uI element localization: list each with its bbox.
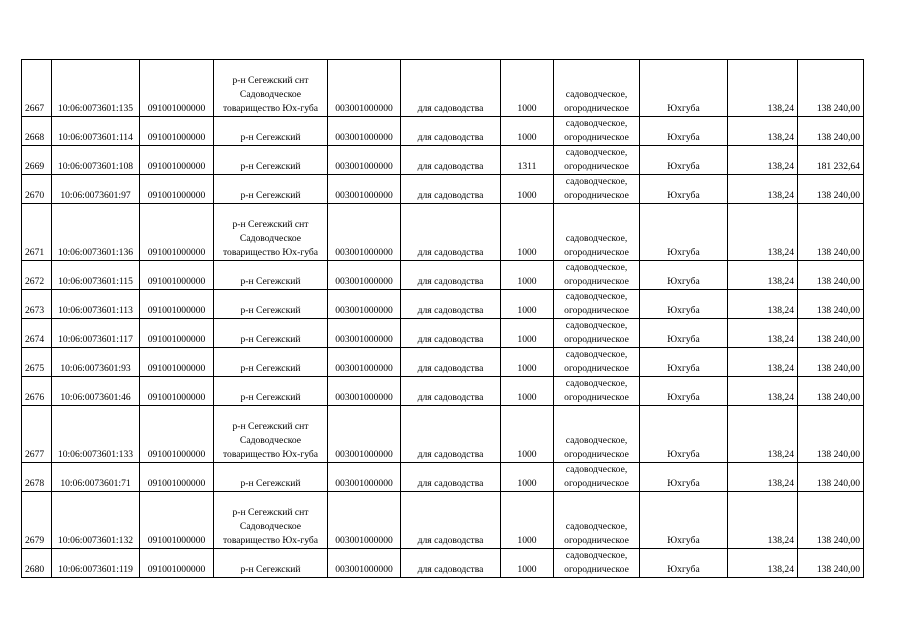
cell-permitted-use: для садоводства [401,117,501,146]
cell-locality: Юхгуба [640,549,728,578]
land-category-line: огородническое [564,334,629,345]
cell-group-code: 003001000000 [328,463,401,492]
table-row [22,377,864,406]
cell-group-code: 003001000000 [328,492,401,549]
cell-address [214,146,328,175]
cell-cadastral-value: 138 240,00 [798,175,864,204]
cell-group-code: 003001000000 [328,406,401,463]
cell-area: 1000 [501,492,554,549]
cell-locality: Юхгуба [640,175,728,204]
cell-permitted-use: для садоводства [401,60,501,117]
cell-specific-value: 138,24 [728,319,798,348]
cell-specific-value: 138,24 [728,406,798,463]
cell-area: 1000 [501,348,554,377]
cell-address [214,261,328,290]
cell-permitted-use: для садоводства [401,146,501,175]
land-category-line: огородническое [564,478,629,489]
cell-area: 1000 [501,549,554,578]
cell-group-code: 003001000000 [328,146,401,175]
address-line: Садоводческое [239,89,302,100]
cell-land-category [554,549,640,578]
cell-land-category [554,348,640,377]
cell-oktmo-code: 091001000000 [140,146,214,175]
cell-address [214,204,328,261]
address-line: р-н Сегежский [240,564,301,575]
cell-group-code: 003001000000 [328,261,401,290]
cell-locality: Юхгуба [640,204,728,261]
cell-specific-value: 138,24 [728,290,798,319]
cell-permitted-use: для садоводства [401,492,501,549]
address-line: р-н Сегежский снт [232,507,309,518]
land-category-line: садоводческое, [565,464,628,475]
table-row [22,146,864,175]
cell-area: 1000 [501,175,554,204]
cell-area: 1000 [501,319,554,348]
cell-cadastral-number: 10:06:0073601:114 [52,117,140,146]
cell-cadastral-value: 138 240,00 [798,406,864,463]
table-row [22,549,864,578]
cell-cadastral-value: 138 240,00 [798,117,864,146]
cell-group-code: 003001000000 [328,549,401,578]
cell-row-number: 2677 [22,406,52,463]
cell-cadastral-value: 138 240,00 [798,261,864,290]
cell-specific-value: 138,24 [728,377,798,406]
cell-land-category [554,290,640,319]
cell-specific-value: 138,24 [728,348,798,377]
cell-cadastral-number: 10:06:0073601:93 [52,348,140,377]
cell-cadastral-value: 138 240,00 [798,492,864,549]
land-category-line: садоводческое, [565,176,628,187]
cell-oktmo-code: 091001000000 [140,348,214,377]
address-line: р-н Сегежский [240,478,301,489]
table-row [22,406,864,463]
cell-specific-value: 138,24 [728,60,798,117]
cell-address [214,117,328,146]
cell-group-code: 003001000000 [328,319,401,348]
land-category-line: огородническое [564,247,629,258]
cell-permitted-use: для садоводства [401,175,501,204]
cell-cadastral-number: 10:06:0073601:115 [52,261,140,290]
cell-permitted-use: для садоводства [401,290,501,319]
cell-locality: Юхгуба [640,60,728,117]
land-category-line: садоводческое, [565,378,628,389]
cell-permitted-use: для садоводства [401,319,501,348]
cell-specific-value: 138,24 [728,175,798,204]
cell-cadastral-value: 181 232,64 [798,146,864,175]
land-category-line: огородническое [564,132,629,143]
cell-cadastral-number: 10:06:0073601:133 [52,406,140,463]
cell-row-number: 2669 [22,146,52,175]
table-row [22,175,864,204]
cell-land-category [554,463,640,492]
cell-permitted-use: для садоводства [401,377,501,406]
cell-specific-value: 138,24 [728,117,798,146]
cell-locality: Юхгуба [640,117,728,146]
cell-row-number: 2678 [22,463,52,492]
cell-area: 1311 [501,146,554,175]
land-category-line: огородническое [564,276,629,287]
address-line: р-н Сегежский снт [232,75,309,86]
land-category-line: садоводческое, [565,147,628,158]
cell-cadastral-number: 10:06:0073601:132 [52,492,140,549]
table-row [22,117,864,146]
cell-cadastral-value: 138 240,00 [798,463,864,492]
cell-permitted-use: для садоводства [401,549,501,578]
cell-locality: Юхгуба [640,348,728,377]
cell-land-category [554,204,640,261]
cell-land-category [554,175,640,204]
address-line: Садоводческое [239,435,302,446]
cell-area: 1000 [501,406,554,463]
address-line: р-н Сегежский [240,276,301,287]
land-category-line: садоводческое, [565,550,628,561]
cell-locality: Юхгуба [640,377,728,406]
cell-address [214,319,328,348]
address-line: р-н Сегежский [240,334,301,345]
land-category-line: садоводческое, [565,320,628,331]
cell-row-number: 2676 [22,377,52,406]
cell-specific-value: 138,24 [728,261,798,290]
cell-group-code: 003001000000 [328,204,401,261]
cell-locality: Юхгуба [640,261,728,290]
cell-row-number: 2673 [22,290,52,319]
cell-group-code: 003001000000 [328,60,401,117]
land-category-line: огородническое [564,103,629,114]
cell-address [214,406,328,463]
cell-cadastral-number: 10:06:0073601:113 [52,290,140,319]
cell-oktmo-code: 091001000000 [140,261,214,290]
table-row [22,348,864,377]
cell-cadastral-number: 10:06:0073601:135 [52,60,140,117]
address-line: р-н Сегежский [240,161,301,172]
cell-oktmo-code: 091001000000 [140,549,214,578]
table-row [22,290,864,319]
address-line: Садоводческое [239,521,302,532]
cell-cadastral-number: 10:06:0073601:97 [52,175,140,204]
address-line: товарищество Юх-губа [222,103,319,114]
cell-row-number: 2680 [22,549,52,578]
cell-cadastral-value: 138 240,00 [798,319,864,348]
cell-locality: Юхгуба [640,463,728,492]
address-line: товарищество Юх-губа [222,535,319,546]
land-category-line: огородническое [564,305,629,316]
cell-land-category [554,377,640,406]
land-category-line: огородническое [564,161,629,172]
cell-address [214,377,328,406]
table-row [22,463,864,492]
address-line: р-н Сегежский снт [232,421,309,432]
cell-oktmo-code: 091001000000 [140,463,214,492]
cell-cadastral-value: 138 240,00 [798,204,864,261]
cell-address [214,348,328,377]
land-category-line: садоводческое, [565,233,628,244]
table-row [22,319,864,348]
land-category-line: огородническое [564,449,629,460]
cell-row-number: 2679 [22,492,52,549]
land-category-line: садоводческое, [565,349,628,360]
cadastral-value-table [21,59,864,578]
cell-area: 1000 [501,463,554,492]
cell-area: 1000 [501,261,554,290]
address-line: р-н Сегежский [240,132,301,143]
cell-oktmo-code: 091001000000 [140,319,214,348]
cell-permitted-use: для садоводства [401,406,501,463]
cell-cadastral-number: 10:06:0073601:71 [52,463,140,492]
address-line: р-н Сегежский снт [232,219,309,230]
cell-group-code: 003001000000 [328,377,401,406]
cell-locality: Юхгуба [640,319,728,348]
cell-area: 1000 [501,60,554,117]
land-category-line: садоводческое, [565,435,628,446]
land-category-line: садоводческое, [565,118,628,129]
land-category-line: огородническое [564,190,629,201]
cell-group-code: 003001000000 [328,290,401,319]
cell-group-code: 003001000000 [328,348,401,377]
address-line: Садоводческое [239,233,302,244]
table-row [22,261,864,290]
cell-row-number: 2672 [22,261,52,290]
cell-specific-value: 138,24 [728,204,798,261]
cell-oktmo-code: 091001000000 [140,377,214,406]
cell-cadastral-number: 10:06:0073601:117 [52,319,140,348]
land-category-line: садоводческое, [565,89,628,100]
address-line: товарищество Юх-губа [222,449,319,460]
cell-locality: Юхгуба [640,492,728,549]
cell-group-code: 003001000000 [328,117,401,146]
cell-specific-value: 138,24 [728,549,798,578]
land-category-line: огородническое [564,564,629,575]
cell-row-number: 2675 [22,348,52,377]
address-line: р-н Сегежский [240,363,301,374]
address-line: р-н Сегежский [240,392,301,403]
cell-land-category [554,117,640,146]
land-category-line: садоводческое, [565,521,628,532]
cell-row-number: 2667 [22,60,52,117]
cell-specific-value: 138,24 [728,463,798,492]
address-line: р-н Сегежский [240,305,301,316]
cell-permitted-use: для садоводства [401,348,501,377]
cell-row-number: 2674 [22,319,52,348]
cell-cadastral-number: 10:06:0073601:136 [52,204,140,261]
table-row [22,60,864,117]
cell-address [214,60,328,117]
cell-specific-value: 138,24 [728,146,798,175]
cell-land-category [554,146,640,175]
address-line: товарищество Юх-губа [222,247,319,258]
cell-address [214,492,328,549]
cell-land-category [554,60,640,117]
cell-address [214,463,328,492]
cell-locality: Юхгуба [640,146,728,175]
land-category-line: огородническое [564,535,629,546]
cell-land-category [554,319,640,348]
cell-specific-value: 138,24 [728,492,798,549]
cell-oktmo-code: 091001000000 [140,492,214,549]
cell-cadastral-number: 10:06:0073601:46 [52,377,140,406]
land-category-line: огородническое [564,363,629,374]
land-category-line: садоводческое, [565,291,628,302]
cell-oktmo-code: 091001000000 [140,60,214,117]
cell-locality: Юхгуба [640,406,728,463]
table-body [22,60,864,578]
land-category-line: огородническое [564,392,629,403]
cell-land-category [554,261,640,290]
cell-cadastral-value: 138 240,00 [798,377,864,406]
cell-oktmo-code: 091001000000 [140,290,214,319]
cell-land-category [554,492,640,549]
cell-area: 1000 [501,117,554,146]
cell-row-number: 2670 [22,175,52,204]
cell-group-code: 003001000000 [328,175,401,204]
land-category-line: садоводческое, [565,262,628,273]
cell-oktmo-code: 091001000000 [140,117,214,146]
cell-area: 1000 [501,290,554,319]
cell-oktmo-code: 091001000000 [140,204,214,261]
cell-cadastral-value: 138 240,00 [798,348,864,377]
cell-area: 1000 [501,204,554,261]
cell-cadastral-number: 10:06:0073601:119 [52,549,140,578]
cell-cadastral-value: 138 240,00 [798,549,864,578]
cell-address [214,290,328,319]
cell-permitted-use: для садоводства [401,463,501,492]
table-row [22,492,864,549]
address-line: р-н Сегежский [240,190,301,201]
cell-row-number: 2671 [22,204,52,261]
cell-area: 1000 [501,377,554,406]
cell-address [214,175,328,204]
cell-oktmo-code: 091001000000 [140,406,214,463]
cell-land-category [554,406,640,463]
cell-cadastral-value: 138 240,00 [798,60,864,117]
cell-cadastral-value: 138 240,00 [798,290,864,319]
cell-address [214,549,328,578]
cell-permitted-use: для садоводства [401,204,501,261]
cell-cadastral-number: 10:06:0073601:108 [52,146,140,175]
cell-row-number: 2668 [22,117,52,146]
cell-permitted-use: для садоводства [401,261,501,290]
cell-oktmo-code: 091001000000 [140,175,214,204]
cell-locality: Юхгуба [640,290,728,319]
table-row [22,204,864,261]
